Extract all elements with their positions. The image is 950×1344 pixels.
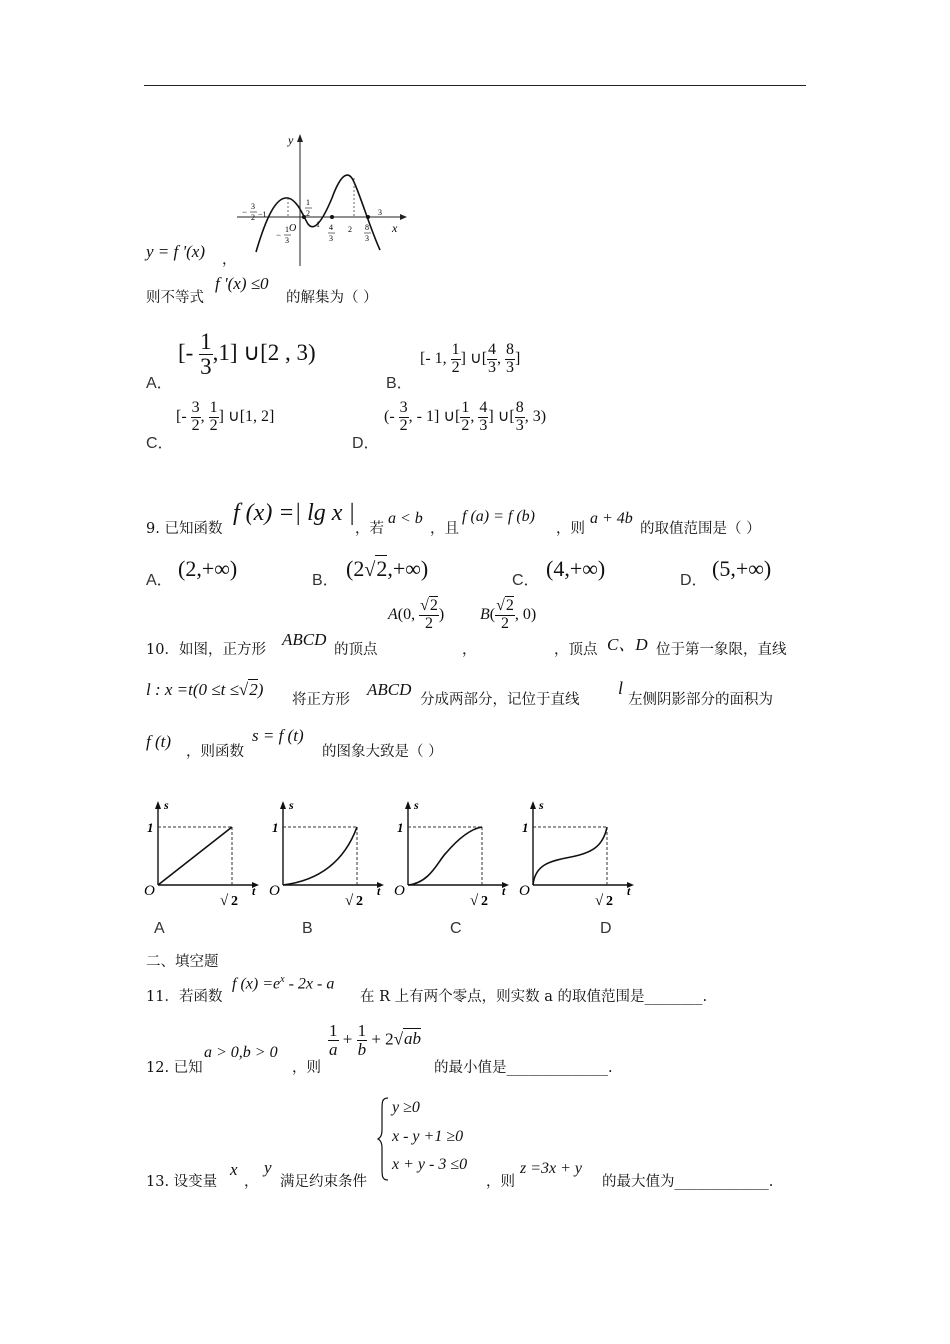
q13-suffix: 的最大值为_____________. <box>602 1174 774 1190</box>
q10-square: ABCD <box>282 630 327 649</box>
graph-a-t: t <box>252 884 256 898</box>
graph-c-s: s <box>414 798 419 812</box>
q10-vertices-cd: C、D <box>607 635 648 654</box>
q9-prefix: 9. 已知函数 <box>146 521 223 537</box>
q10-text-4: 将正方形 <box>292 692 350 708</box>
svg-text:−: − <box>242 207 248 217</box>
q10-graphs <box>140 795 640 915</box>
graph-c-t: t <box>502 884 506 898</box>
svg-text:√: √ <box>220 893 229 909</box>
graph-x-label: x <box>392 221 398 235</box>
q12-suffix: 的最小值是______________. <box>434 1060 613 1076</box>
q13-objective: z =3x + y <box>520 1160 583 1177</box>
graph-d-root: 2 <box>606 894 613 909</box>
tick-2: 2 <box>348 225 352 234</box>
q8-option-d-label: D． <box>352 435 380 452</box>
q12-expression: $\frac{1}{a}$ + $\frac{1}{b}$ + 2√ab <box>329 1021 422 1059</box>
q10-ft: f (t) <box>146 732 172 751</box>
q13-text-2: ，则 <box>486 1174 515 1190</box>
q13-constraint-1: y ≥0 <box>392 1099 420 1116</box>
q13-var-y: y <box>264 1158 272 1177</box>
q8-option-d: (- $\frac{3}{2}$ , - 1] ∪[ $\frac{1}{2}$ , $\frac{4}{3}$ ] ∪[ $\frac{8}{3}$ , 3) <box>384 399 547 434</box>
tick-neg-1-3-den: 3 <box>285 236 289 245</box>
q9-text-4: 的取值范围是（ ） <box>640 521 761 537</box>
q9-option-c-label: C． <box>512 572 540 589</box>
q13-var-x: x <box>230 1160 238 1179</box>
graph-y-label: y <box>288 133 294 147</box>
graph-c-root: 2 <box>481 894 488 909</box>
q12-text-1: ，则 <box>292 1060 321 1076</box>
q9-option-d: (5,+∞) <box>712 556 772 581</box>
graph-origin: O <box>289 223 297 234</box>
tick-4-3-num: 4 <box>329 223 333 232</box>
graph-d-s: s <box>539 798 544 812</box>
graph-d-o: O <box>519 883 530 899</box>
svg-text:√: √ <box>470 893 479 909</box>
q10-text-6: 左侧阴影部分的面积为 <box>628 692 773 708</box>
q10-sft: s = f (t) <box>252 726 304 745</box>
q10-text-7: ，则函数 <box>186 744 244 760</box>
q8-option-b-label: B． <box>386 375 413 392</box>
q11-exponent: x <box>280 974 285 985</box>
q10-text-1: 的顶点 <box>334 642 378 658</box>
graph-b-s: s <box>289 798 294 812</box>
q8-stem-prefix: 则不等式 <box>146 290 204 306</box>
graph-a-one: 1 <box>147 820 154 835</box>
derivative-graph <box>232 128 412 268</box>
q10-text-3: 位于第一象限，直线 <box>656 642 787 658</box>
q8-option-a: [- $\frac{1}{3}$ ,1] ∪[2 , 3) <box>178 329 316 380</box>
svg-text:−: − <box>276 230 282 240</box>
q10-line: l : x =t(0 ≤t ≤√2) <box>146 680 264 699</box>
q11-prefix: 11．若函数 <box>146 989 223 1005</box>
tick-neg-1-3-num: 1 <box>285 225 289 234</box>
q9-text-2: ，且 <box>430 521 459 537</box>
graph-b-root: 2 <box>356 894 363 909</box>
q10-point-a: A(0, $\frac{√2}{2}$ ) <box>388 597 445 632</box>
q10-text-5: 分成两部分，记位于直线 <box>420 692 580 708</box>
graph-c <box>394 798 509 909</box>
q9-option-a: (2,+∞) <box>178 556 238 581</box>
q11-func-text: f (x) =e <box>232 975 281 993</box>
tick-1-2-den: 2 <box>306 209 310 218</box>
q9-condition-1: a < b <box>388 510 423 527</box>
q9-option-a-label: A． <box>146 572 173 589</box>
q13-comma: ， <box>244 1174 259 1190</box>
q8-option-b: [- 1, $\frac{1}{2}$ ] ∪[ $\frac{4}{3}$ , $\frac{8}{3}$ ] <box>420 341 521 376</box>
q12-prefix: 12. 已知 <box>146 1060 203 1076</box>
q10-separator: ， <box>462 642 477 658</box>
svg-text:√: √ <box>345 893 354 909</box>
svg-text:√: √ <box>595 893 604 909</box>
q10-square-2: ABCD <box>367 680 412 699</box>
graph-a-o: O <box>144 883 155 899</box>
q13-constraint-3: x + y - 3 ≤0 <box>392 1156 468 1173</box>
tick-4-3-den: 3 <box>329 234 333 243</box>
q9-text-3: ，则 <box>556 521 585 537</box>
q10-text-8: 的图象大致是（ ） <box>322 744 443 760</box>
graph-a-root: 2 <box>231 894 238 909</box>
graph-caption: y = f '(x) <box>146 242 205 261</box>
graph-a-s: s <box>164 798 169 812</box>
tick-1: 1 <box>316 220 320 229</box>
graph-b-o: O <box>269 883 280 899</box>
graph-label-b: B <box>302 920 313 937</box>
q13-constraint-2: x - y +1 ≥0 <box>392 1128 464 1145</box>
q10-point-b: B( $\frac{√2}{2}$ , 0) <box>480 597 537 632</box>
graph-c-o: O <box>394 883 405 899</box>
q11-function <box>232 974 334 993</box>
q10-prefix: 10．如图，正方形 <box>146 642 266 658</box>
q8-inequality: f '(x) ≤0 <box>215 274 269 293</box>
tick-3: 3 <box>378 208 382 217</box>
q8-option-c: [- $\frac{3}{2}$ , $\frac{1}{2}$ ] ∪[1, 2] <box>176 399 275 434</box>
tick-neg-1: −1 <box>258 210 267 219</box>
section-heading: 二、填空题 <box>146 954 219 970</box>
tick-neg-3-2-den: 2 <box>251 213 255 222</box>
graph-label-d: D <box>600 920 612 937</box>
tick-8-3-num: 8 <box>365 223 369 232</box>
q9-condition-2: f (a) = f (b) <box>462 508 535 525</box>
graph-label-a: A <box>154 920 165 937</box>
graph-a <box>144 798 259 909</box>
q9-text-1: ，若 <box>355 521 384 537</box>
tick-8-3-den: 3 <box>365 234 369 243</box>
graph-d <box>519 798 634 909</box>
q9-option-b-label: B． <box>312 572 339 589</box>
graph-c-one: 1 <box>397 820 404 835</box>
q12-condition: a > 0,b > 0 <box>204 1044 278 1061</box>
q13-text-1: 满足约束条件 <box>280 1174 367 1190</box>
graph-b-one: 1 <box>272 820 279 835</box>
q8-option-c-label: C． <box>146 435 174 452</box>
graph-label-c: C <box>450 920 462 937</box>
graph-d-one: 1 <box>522 820 529 835</box>
tick-neg-3-2-num: 3 <box>251 202 255 211</box>
header-rule <box>144 85 806 86</box>
q9-option-d-label: D． <box>680 572 708 589</box>
q10-line-text: l : x =t(0 ≤t ≤ <box>146 680 239 699</box>
q9-expression: a + 4b <box>590 510 633 527</box>
q8-stem-suffix: 的解集为（ ） <box>286 290 378 306</box>
caption-comma: ， <box>222 252 237 268</box>
graph-d-t: t <box>627 884 631 898</box>
q11-func-rest: - 2x - a <box>284 975 335 993</box>
q8-option-a-label: A． <box>146 375 173 392</box>
q13-brace <box>376 1096 392 1182</box>
q10-text-2: ，顶点 <box>554 642 598 658</box>
q10-l: l <box>618 678 624 698</box>
q11-suffix: 在 R 上有两个零点，则实数 a 的取值范围是________. <box>360 989 708 1005</box>
q9-function: f (x) =| lg x | <box>233 500 356 526</box>
graph-b <box>269 798 384 909</box>
q9-option-c: (4,+∞) <box>546 556 606 581</box>
graph-b-t: t <box>377 884 381 898</box>
q9-option-b: (2√2,+∞) <box>346 556 429 581</box>
tick-1-2-num: 1 <box>306 198 310 207</box>
q13-prefix: 13. 设变量 <box>146 1174 218 1190</box>
